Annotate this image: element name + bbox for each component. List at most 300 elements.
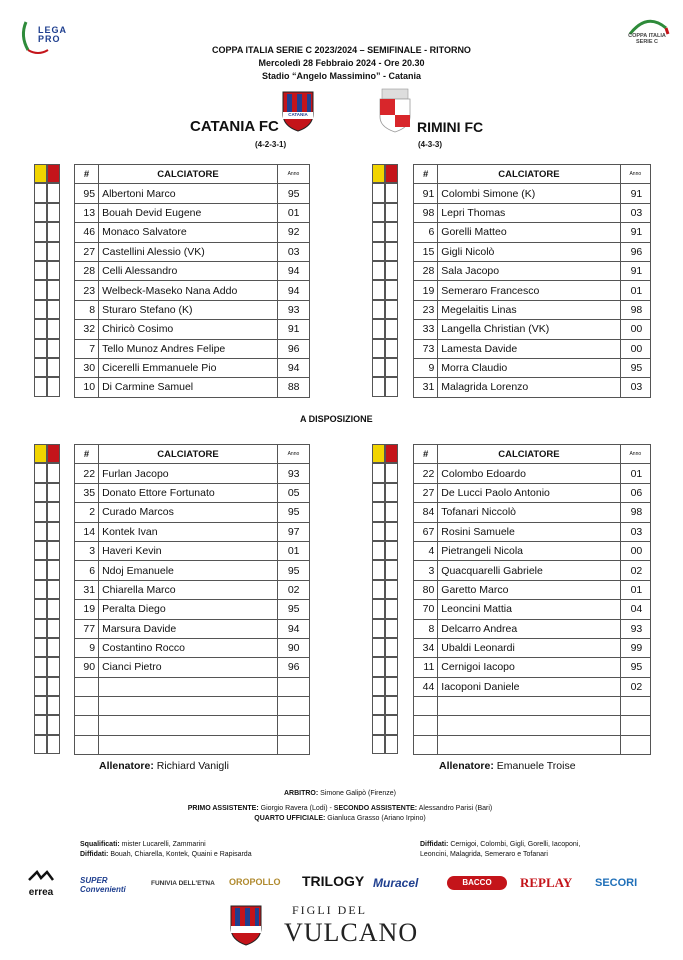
player-name: Rosini Samuele	[438, 522, 620, 541]
player-year: 02	[620, 561, 650, 580]
player-name: Leoncini Mattia	[438, 600, 620, 619]
yellow-card-box	[34, 377, 47, 396]
red-card-box	[47, 599, 60, 618]
player-year: 05	[277, 483, 309, 502]
player-number: 22	[414, 464, 438, 483]
red-card-box	[385, 522, 398, 541]
player-year: 95	[620, 358, 650, 377]
bench-title: A DISPOSIZIONE	[300, 414, 373, 424]
player-name: Megelaitis Linas	[438, 300, 620, 319]
player-name: Cernigoi Iacopo	[438, 658, 620, 677]
table-row	[75, 735, 310, 754]
player-number: 9	[75, 638, 99, 657]
col-number: #	[75, 165, 99, 184]
player-name: Colombi Simone (K)	[438, 184, 620, 203]
yellow-card-box	[34, 560, 47, 579]
referee-label: ARBITRO:	[283, 790, 319, 797]
table-row	[414, 503, 651, 522]
player-year: 95	[277, 561, 309, 580]
fourth-official	[90, 814, 590, 824]
player-year: 96	[277, 339, 309, 358]
fourth-official-label: QUARTO UFFICIALE:	[254, 815, 326, 822]
player-number: 8	[75, 300, 99, 319]
player-year	[620, 735, 650, 754]
venue: Stadio “Angelo Massimino” - Catania	[261, 71, 422, 81]
player-number: 80	[414, 580, 438, 599]
yellow-card-box	[372, 444, 385, 463]
yellow-card-box	[34, 638, 47, 657]
player-year: 03	[277, 242, 309, 261]
player-name: Di Carmine Samuel	[99, 378, 278, 397]
table-row	[75, 242, 310, 261]
match-datetime: Mercoledì 28 Febbraio 2024 - Ore 20.30	[258, 58, 425, 68]
red-card-box	[385, 580, 398, 599]
assistant2-name: Alessandro Parisi (Bari)	[418, 805, 493, 812]
table-row	[75, 378, 310, 397]
red-card-box	[385, 619, 398, 638]
red-card-box	[47, 580, 60, 599]
yellow-card-box	[372, 164, 385, 183]
yellow-card-box	[34, 203, 47, 222]
player-name: Celli Alessandro	[99, 261, 278, 280]
player-year: 97	[277, 522, 309, 541]
red-card-box	[47, 657, 60, 676]
player-number: 67	[414, 522, 438, 541]
table-row	[75, 320, 310, 339]
player-name	[99, 697, 278, 716]
table-row	[75, 716, 310, 735]
home-bench-cards	[34, 444, 60, 754]
table-row	[414, 203, 651, 222]
player-number: 27	[414, 483, 438, 502]
table-row	[414, 735, 651, 754]
table-row	[75, 464, 310, 483]
table-row	[414, 561, 651, 580]
player-number: 11	[414, 658, 438, 677]
player-year: 03	[620, 378, 650, 397]
yellow-card-box	[34, 696, 47, 715]
officials	[90, 789, 590, 824]
red-card-box	[47, 261, 60, 280]
player-number: 9	[414, 358, 438, 377]
red-card-box	[47, 560, 60, 579]
player-number: 98	[414, 203, 438, 222]
sponsor-oropollo: OROPOLLO	[229, 877, 281, 887]
player-number: 31	[75, 580, 99, 599]
player-year: 96	[620, 242, 650, 261]
yellow-card-box	[34, 619, 47, 638]
player-name: Castellini Alessio (VK)	[99, 242, 278, 261]
yellow-card-box	[34, 280, 47, 299]
player-number: 27	[75, 242, 99, 261]
player-year: 93	[277, 464, 309, 483]
footer-brand-line2: VULCANO	[284, 918, 419, 947]
player-name: Peralta Diego	[99, 600, 278, 619]
away-formation: (4-3-3)	[418, 140, 443, 149]
player-number	[414, 716, 438, 735]
col-player: CALCIATORE	[99, 165, 278, 184]
away-bench-table	[413, 444, 651, 755]
yellow-card-box	[372, 599, 385, 618]
player-number: 19	[414, 281, 438, 300]
yellow-card-box	[34, 183, 47, 202]
red-card-box	[47, 483, 60, 502]
home-coach	[99, 760, 229, 772]
col-year: Anno	[277, 165, 309, 184]
sponsor-superconvenienti: SUPER Convenienti	[80, 876, 126, 894]
player-year: 91	[620, 184, 650, 203]
red-card-box	[47, 715, 60, 734]
fourth-official-name: Gianluca Grasso (Ariano Irpino)	[327, 815, 426, 822]
table-row	[414, 281, 651, 300]
player-number: 8	[414, 619, 438, 638]
player-name: Lamesta Davide	[438, 339, 620, 358]
sponsor-funivia: FUNIVIA DELL'ETNA	[151, 880, 215, 887]
away-warned-label: Diffidati:	[420, 841, 449, 848]
yellow-card-box	[372, 377, 385, 396]
yellow-card-box	[372, 735, 385, 754]
player-name: Sala Jacopo	[438, 261, 620, 280]
player-year: 99	[620, 638, 650, 657]
red-card-box	[385, 444, 398, 463]
home-formation: (4-2-3-1)	[255, 140, 287, 149]
red-card-box	[47, 677, 60, 696]
player-number: 46	[75, 223, 99, 242]
player-number: 77	[75, 619, 99, 638]
player-number: 23	[75, 281, 99, 300]
table-row	[414, 697, 651, 716]
red-card-box	[385, 261, 398, 280]
player-name	[99, 735, 278, 754]
home-coach-name: Richiard Vanigli	[156, 760, 229, 772]
red-card-box	[47, 638, 60, 657]
player-number: 28	[414, 261, 438, 280]
yellow-card-box	[34, 164, 47, 183]
player-year	[277, 677, 309, 696]
yellow-card-box	[372, 183, 385, 202]
table-row	[414, 600, 651, 619]
home-starters-cards	[34, 164, 60, 397]
player-number	[414, 697, 438, 716]
player-number: 3	[75, 541, 99, 560]
col-year: Anno	[620, 165, 650, 184]
table-row	[414, 184, 651, 203]
yellow-card-box	[34, 242, 47, 261]
red-card-box	[385, 280, 398, 299]
player-number: 19	[75, 600, 99, 619]
player-name: Cianci Pietro	[99, 658, 278, 677]
yellow-card-box	[372, 638, 385, 657]
player-year: 98	[620, 503, 650, 522]
player-name: Kontek Ivan	[99, 522, 278, 541]
yellow-card-box	[34, 444, 47, 463]
red-card-box	[47, 696, 60, 715]
player-year	[620, 716, 650, 735]
player-number	[75, 697, 99, 716]
table-row	[75, 600, 310, 619]
yellow-card-box	[372, 483, 385, 502]
yellow-card-box	[372, 339, 385, 358]
table-row	[75, 522, 310, 541]
player-year: 01	[620, 464, 650, 483]
col-number: #	[414, 165, 438, 184]
red-card-box	[47, 541, 60, 560]
player-number: 7	[75, 339, 99, 358]
table-row	[414, 638, 651, 657]
red-card-box	[47, 463, 60, 482]
table-row	[414, 716, 651, 735]
table-row	[414, 580, 651, 599]
away-discipline	[420, 840, 580, 860]
yellow-card-box	[34, 502, 47, 521]
yellow-card-box	[372, 222, 385, 241]
red-card-box	[385, 339, 398, 358]
player-year: 03	[620, 522, 650, 541]
player-name: Ndoj Emanuele	[99, 561, 278, 580]
rimini-crest	[376, 87, 414, 133]
yellow-card-box	[372, 502, 385, 521]
player-year: 91	[620, 223, 650, 242]
yellow-card-box	[372, 319, 385, 338]
red-card-box	[385, 203, 398, 222]
red-card-box	[385, 463, 398, 482]
player-number: 28	[75, 261, 99, 280]
red-card-box	[385, 599, 398, 618]
player-name: Bouah Devid Eugene	[99, 203, 278, 222]
yellow-card-box	[34, 715, 47, 734]
player-year: 01	[277, 203, 309, 222]
red-card-box	[385, 502, 398, 521]
player-year: 91	[620, 261, 650, 280]
red-card-box	[47, 522, 60, 541]
red-card-box	[47, 444, 60, 463]
player-number: 30	[75, 358, 99, 377]
red-card-box	[385, 358, 398, 377]
red-card-box	[385, 377, 398, 396]
player-name: Sturaro Stefano (K)	[99, 300, 278, 319]
yellow-card-box	[372, 242, 385, 261]
player-name	[438, 697, 620, 716]
table-row	[414, 483, 651, 502]
red-card-box	[47, 502, 60, 521]
yellow-card-box	[372, 696, 385, 715]
yellow-card-box	[372, 522, 385, 541]
player-name: Marsura Davide	[99, 619, 278, 638]
red-card-box	[47, 619, 60, 638]
player-year: 95	[620, 658, 650, 677]
assistant1-label: PRIMO ASSISTENTE:	[187, 805, 259, 812]
player-name: Pietrangeli Nicola	[438, 541, 620, 560]
player-year: 93	[277, 300, 309, 319]
home-starters-table	[74, 164, 310, 398]
table-row	[75, 203, 310, 222]
player-year	[620, 697, 650, 716]
assistant2-label: SECONDO ASSISTENTE:	[333, 805, 418, 812]
assistants: PRIMO ASSISTENTE: Giorgio Ravera (Lodi) - SECONDO ASSISTENTE: Alessandro Parisi (Bari)	[187, 805, 493, 812]
table-row	[414, 658, 651, 677]
sponsor-bacco	[447, 876, 507, 890]
player-number: 14	[75, 522, 99, 541]
yellow-card-box	[372, 463, 385, 482]
red-card-box	[47, 183, 60, 202]
red-card-box	[47, 222, 60, 241]
player-name: Lepri Thomas	[438, 203, 620, 222]
player-name: Monaco Salvatore	[99, 223, 278, 242]
player-number: 3	[414, 561, 438, 580]
table-row	[75, 184, 310, 203]
col-player: CALCIATORE	[438, 165, 620, 184]
player-name: Albertoni Marco	[99, 184, 278, 203]
catania-crest	[281, 88, 315, 132]
player-name: Quacquarelli Gabriele	[438, 561, 620, 580]
table-row	[75, 541, 310, 560]
red-card-box	[385, 560, 398, 579]
player-year: 95	[277, 503, 309, 522]
player-year	[277, 716, 309, 735]
col-number: #	[414, 445, 438, 464]
red-card-box	[385, 222, 398, 241]
player-name: Gigli Nicolò	[438, 242, 620, 261]
away-starters-table	[413, 164, 651, 398]
player-number: 22	[75, 464, 99, 483]
player-year: 02	[277, 580, 309, 599]
table-row	[75, 658, 310, 677]
player-name: De Lucci Paolo Antonio	[438, 483, 620, 502]
referee	[90, 789, 590, 799]
player-year: 93	[620, 619, 650, 638]
player-year: 02	[620, 677, 650, 696]
table-row	[75, 638, 310, 657]
footer-brand	[284, 903, 444, 948]
home-discipline	[80, 840, 252, 860]
table-row	[414, 464, 651, 483]
yellow-card-box	[372, 203, 385, 222]
yellow-card-box	[372, 619, 385, 638]
player-name: Garetto Marco	[438, 580, 620, 599]
player-year: 92	[277, 223, 309, 242]
home-coach-label: Allenatore:	[99, 760, 154, 772]
player-name: Furlan Jacopo	[99, 464, 278, 483]
red-card-box	[385, 696, 398, 715]
yellow-card-box	[34, 599, 47, 618]
table-row	[75, 619, 310, 638]
sponsor-replay: REPLAY	[520, 875, 573, 890]
lega-pro-logo	[18, 16, 67, 56]
table-row	[75, 223, 310, 242]
table-row	[414, 242, 651, 261]
col-year: Anno	[277, 445, 309, 464]
player-number: 33	[414, 320, 438, 339]
player-number	[414, 735, 438, 754]
red-card-box	[385, 715, 398, 734]
home-warned: Bouah, Chiarella, Kontek, Quaini e Rapisarda	[110, 851, 252, 858]
away-team-name: RIMINI FC	[417, 119, 484, 135]
table-row	[414, 261, 651, 280]
table-row	[414, 541, 651, 560]
player-number: 34	[414, 638, 438, 657]
col-player: CALCIATORE	[438, 445, 620, 464]
table-row	[414, 300, 651, 319]
away-coach-label: Allenatore:	[439, 760, 494, 772]
yellow-card-box	[34, 358, 47, 377]
red-card-box	[47, 358, 60, 377]
player-year: 95	[277, 600, 309, 619]
player-year: 94	[277, 281, 309, 300]
yellow-card-box	[34, 319, 47, 338]
table-row	[75, 483, 310, 502]
player-year: 94	[277, 358, 309, 377]
player-number: 91	[414, 184, 438, 203]
player-name	[99, 716, 278, 735]
player-number: 95	[75, 184, 99, 203]
player-name: Gorelli Matteo	[438, 223, 620, 242]
player-number	[75, 716, 99, 735]
yellow-card-box	[372, 300, 385, 319]
player-name: Delcarro Andrea	[438, 619, 620, 638]
home-bench-table	[74, 444, 310, 755]
yellow-card-box	[372, 261, 385, 280]
player-number: 35	[75, 483, 99, 502]
table-row	[414, 339, 651, 358]
sponsor-bacco-name: BACCO	[462, 878, 492, 887]
player-number: 44	[414, 677, 438, 696]
red-card-box	[47, 164, 60, 183]
table-row	[75, 697, 310, 716]
red-card-box	[47, 377, 60, 396]
table-row	[75, 339, 310, 358]
red-card-box	[385, 677, 398, 696]
yellow-card-box	[34, 541, 47, 560]
home-warned-label: Diffidati:	[80, 851, 109, 858]
yellow-card-box	[34, 580, 47, 599]
col-player: CALCIATORE	[99, 445, 278, 464]
sponsor-errea-name: errea	[28, 887, 54, 898]
red-card-box	[385, 657, 398, 676]
player-year: 94	[277, 619, 309, 638]
red-card-box	[385, 735, 398, 754]
red-card-box	[385, 319, 398, 338]
away-bench-cards	[372, 444, 398, 754]
player-year: 01	[277, 541, 309, 560]
player-name: Tofanari Niccolò	[438, 503, 620, 522]
player-year: 03	[620, 203, 650, 222]
home-suspended: mister Lucarelli, Zammarini	[121, 841, 206, 848]
player-number: 73	[414, 339, 438, 358]
away-starters-cards	[372, 164, 398, 397]
player-name: Curado Marcos	[99, 503, 278, 522]
yellow-card-box	[372, 715, 385, 734]
yellow-card-box	[372, 358, 385, 377]
yellow-card-box	[34, 657, 47, 676]
table-row	[75, 580, 310, 599]
player-name: Morra Claudio	[438, 358, 620, 377]
player-name: Cicerelli Emmanuele Pio	[99, 358, 278, 377]
yellow-card-box	[34, 222, 47, 241]
table-row	[75, 281, 310, 300]
player-name: Chiarella Marco	[99, 580, 278, 599]
red-card-box	[385, 183, 398, 202]
yellow-card-box	[34, 522, 47, 541]
player-name: Langella Christian (VK)	[438, 320, 620, 339]
red-card-box	[47, 242, 60, 261]
player-year: 01	[620, 281, 650, 300]
table-row	[414, 223, 651, 242]
player-name: Tello Munoz Andres Felipe	[99, 339, 278, 358]
footer-catania-crest	[229, 902, 263, 946]
player-year: 90	[277, 638, 309, 657]
away-coach	[439, 760, 576, 772]
red-card-box	[47, 280, 60, 299]
